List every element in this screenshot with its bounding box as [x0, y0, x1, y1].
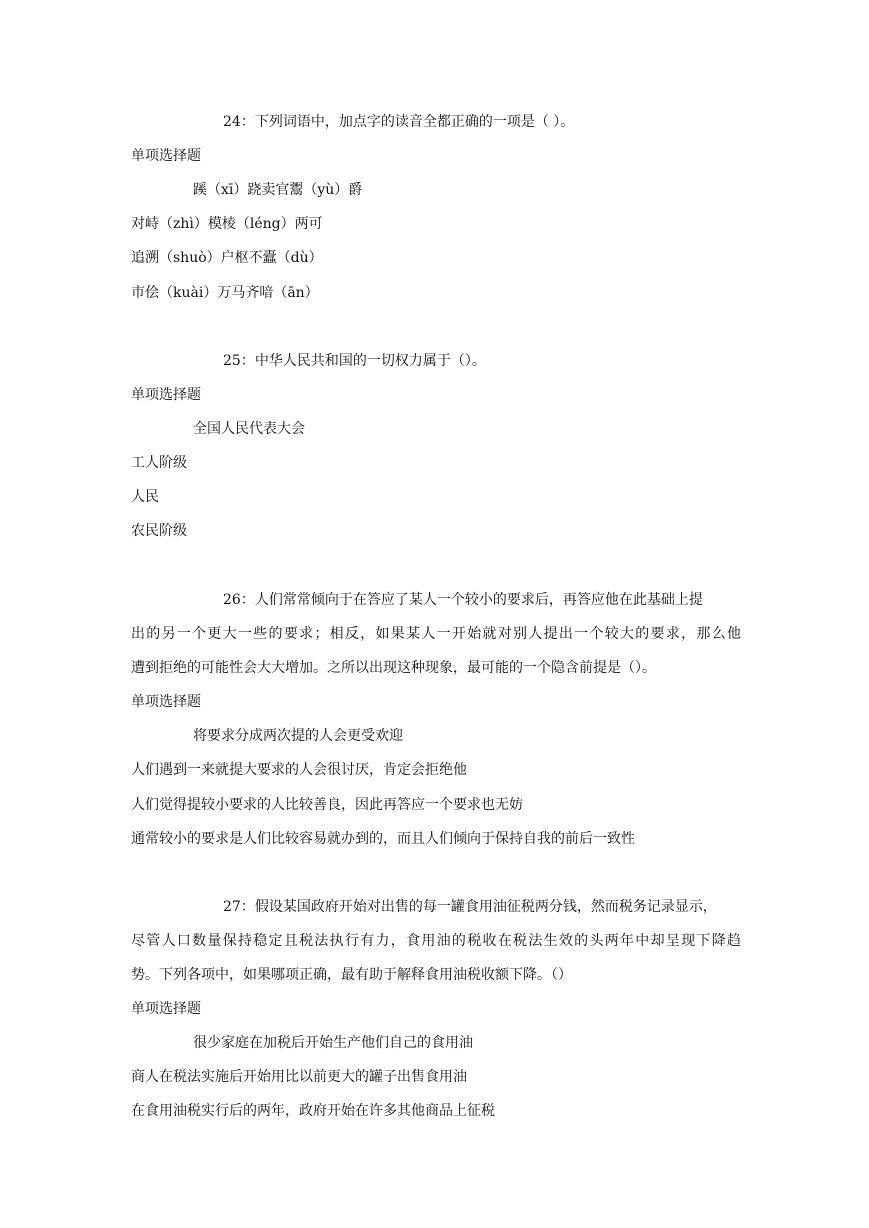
question-27-type: 单项选择题 [131, 1001, 201, 1017]
question-27-option-b: 商人在税法实施后开始用比以前更大的罐子出售食用油 [131, 1069, 467, 1085]
question-24-stem: 24：下列词语中，加点字的读音全都正确的一项是（ ）。 [223, 114, 575, 130]
question-27-stem-line-1: 27：假设某国政府开始对出售的每一罐食用油征税两分钱，然而税务记录显示， [223, 899, 717, 915]
question-26-option-c: 人们觉得提较小要求的人比较善良，因此再答应一个要求也无妨 [131, 797, 523, 813]
question-25-stem: 25：中华人民共和国的一切权力属于（）。 [223, 353, 486, 369]
question-25-option-d: 农民阶级 [131, 523, 187, 539]
question-26-type: 单项选择题 [131, 694, 201, 710]
question-25-option-b: 工人阶级 [131, 455, 187, 471]
question-26-option-b: 人们遇到一来就提大要求的人会很讨厌，肯定会拒绝他 [131, 762, 467, 778]
question-24-option-d: 市侩（kuài）万马齐喑（ān） [131, 285, 319, 301]
question-27-stem-line-2: 尽管人口数量保持稳定且税法执行有力，食用油的税收在税法生效的头两年中却呈现下降趋 [131, 933, 741, 949]
question-26-option-a: 将要求分成两次提的人会更受欢迎 [193, 728, 403, 744]
question-25-option-c: 人民 [131, 489, 159, 505]
question-26-stem-line-3: 遭到拒绝的可能性会大大增加。之所以出现这种现象，最可能的一个隐含前提是（）。 [131, 660, 656, 676]
question-26-stem-line-1: 26：人们常常倾向于在答应了某人一个较小的要求后，再答应他在此基础上提 [223, 592, 703, 608]
question-26-stem-line-2: 出的另一个更大一些的要求；相反，如果某人一开始就对别人提出一个较大的要求，那么他 [131, 626, 741, 642]
question-27-stem-line-3: 势。下列各项中，如果哪项正确，最有助于解释食用油税收额下降。（） [131, 967, 572, 983]
question-27-option-a: 很少家庭在加税后开始生产他们自己的食用油 [193, 1035, 473, 1051]
question-26-option-d: 通常较小的要求是人们比较容易就办到的，而且人们倾向于保持自我的前后一致性 [131, 831, 635, 847]
question-24-option-a: 蹊（xī）跷卖官鬻（yù）爵 [193, 182, 363, 198]
question-27-option-c: 在食用油税实行后的两年，政府开始在许多其他商品上征税 [131, 1103, 495, 1119]
question-24-option-b: 对峙（zhì）模棱（léng）两可 [131, 216, 323, 232]
question-24-type: 单项选择题 [131, 148, 201, 164]
question-25-option-a: 全国人民代表大会 [193, 421, 305, 437]
question-25-type: 单项选择题 [131, 387, 201, 403]
question-24-option-c: 追溯（shuò）户枢不蠹（dù） [131, 250, 323, 266]
